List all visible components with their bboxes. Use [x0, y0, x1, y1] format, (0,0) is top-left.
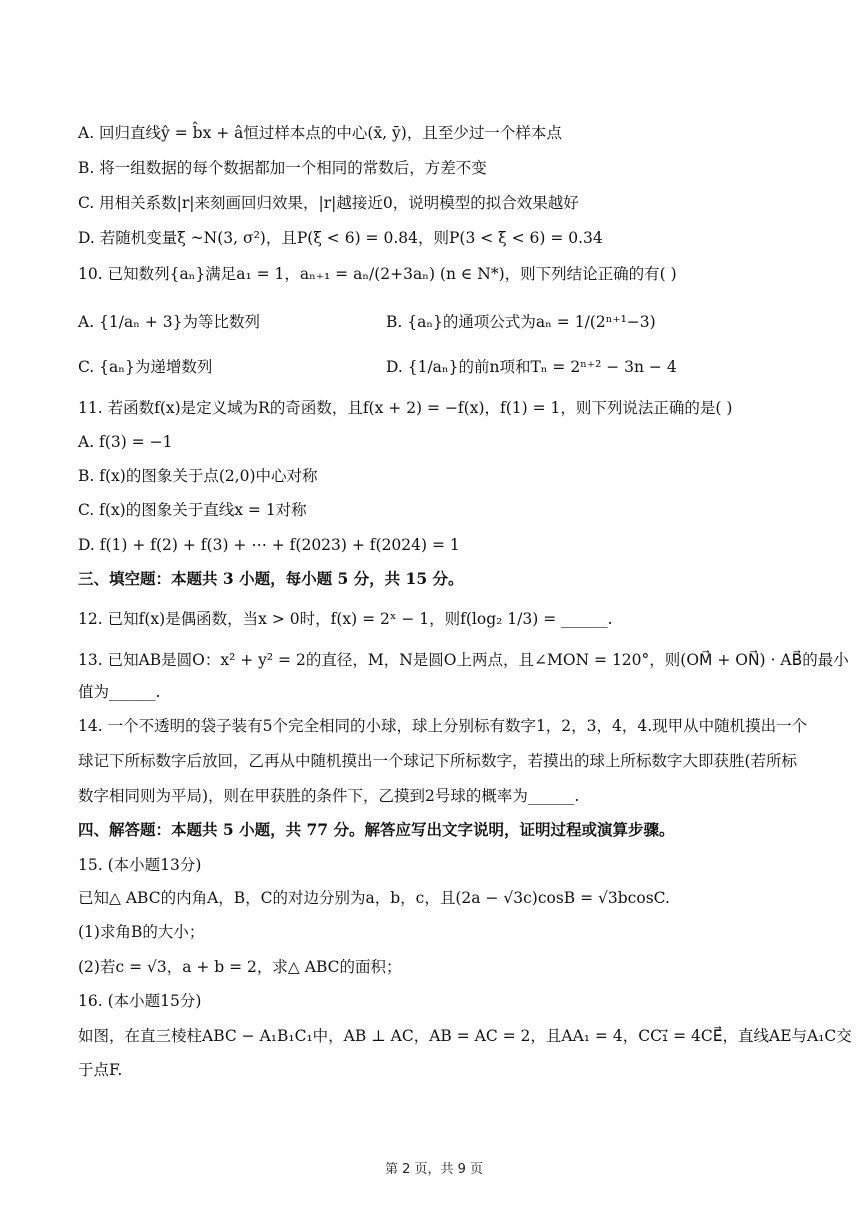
q10-stem: 10. 已知数列{aₙ}满足a₁ = 1，aₙ₊₁ = aₙ/(2+3aₙ) (n ∈ N*)，则下列结论正确的有( ): [78, 265, 677, 283]
q11-stem: 11. 若函数f(x)是定义域为R的奇函数，且f(x + 2) = −f(x)，f(1) = 1，则下列说法正确的是( ): [78, 399, 733, 417]
q11-option-a: A. f(3) = −1: [78, 433, 173, 451]
section-heading-fill-in: 三、填空题：本题共 3 小题，每小题 5 分，共 15 分。: [78, 569, 464, 588]
q10-option-a: A. {1/aₙ + 3}为等比数列: [78, 313, 261, 331]
q12: 12. 已知f(x)是偶函数，当x > 0时，f(x) = 2ˣ − 1，则f(log₂ 1/3) = ______.: [78, 610, 613, 628]
q9-option-a: A. 回归直线ŷ = b̂x + â恒过样本点的中心(x̄, ȳ)，且至少过一个样本点: [78, 124, 562, 142]
section-heading-solutions: 四、解答题：本题共 5 小题，共 77 分。解答应写出文字说明，证明过程或演算步骤。: [78, 820, 675, 839]
q9-option-b: B. 将一组数据的每个数据都加一个相同的常数后，方差不变: [78, 159, 487, 177]
q16-heading: 16. (本小题15分): [78, 992, 202, 1010]
page-footer: 第 2 页，共 9 页: [384, 1162, 484, 1177]
q9-option-d: D. 若随机变量ξ ~N(3, σ²)，且P(ξ < 6) = 0.84，则P(3 < ξ < 6) = 0.34: [78, 229, 603, 247]
q14-line2: 球记下所标数字后放回，乙再从中随机摸出一个球记下所标数字，若摸出的球上所标数字大即获胜(若所标: [78, 752, 798, 770]
q10-option-b: B. {aₙ}的通项公式为aₙ = 1/(2ⁿ⁺¹−3): [386, 313, 656, 331]
q11-option-d: D. f(1) + f(2) + f(3) + ⋯ + f(2023) + f(2024) = 1: [78, 536, 460, 554]
q10-option-c: C. {aₙ}为递增数列: [78, 358, 213, 376]
q11-option-c: C. f(x)的图象关于直线x = 1对称: [78, 501, 307, 519]
q14-line3: 数字相同则为平局)，则在甲获胜的条件下，乙摸到2号球的概率为______.: [78, 787, 580, 805]
q16-line1: 如图，在直三棱柱ABC − A₁B₁C₁中，AB ⊥ AC，AB = AC = 2，且AA₁ = 4，CC₁⃗ = 4CE⃗，直线AE与A₁C交: [78, 1027, 852, 1045]
q15-stem: 已知△ ABC的内角A，B，C的对边分别为a，b，c，且(2a − √3c)cosB = √3bcosC.: [78, 889, 670, 907]
q15-heading: 15. (本小题13分): [78, 856, 202, 874]
q14-line1: 14. 一个不透明的袋子装有5个完全相同的小球，球上分别标有数字1，2，3，4，4.现甲从中随机摸出一个: [78, 717, 808, 735]
q9-option-c: C. 用相关系数|r|来刻画回归效果，|r|越接近0，说明模型的拟合效果越好: [78, 194, 579, 212]
q16-line2: 于点F.: [78, 1061, 123, 1079]
q15-part2: (2)若c = √3，a + b = 2，求△ ABC的面积；: [78, 958, 402, 976]
q11-option-b: B. f(x)的图象关于点(2,0)中心对称: [78, 467, 318, 485]
q10-option-d: D. {1/aₙ}的前n项和Tₙ = 2ⁿ⁺² − 3n − 4: [386, 358, 677, 376]
q13-line1: 13. 已知AB是圆O：x² + y² = 2的直径，M，N是圆O上两点，且∠MON = 120°，则(OM⃗ + ON⃗) · AB⃗的最小: [78, 651, 849, 669]
q15-part1: (1)求角B的大小；: [78, 923, 205, 941]
q13-line2: 值为______.: [78, 683, 161, 701]
